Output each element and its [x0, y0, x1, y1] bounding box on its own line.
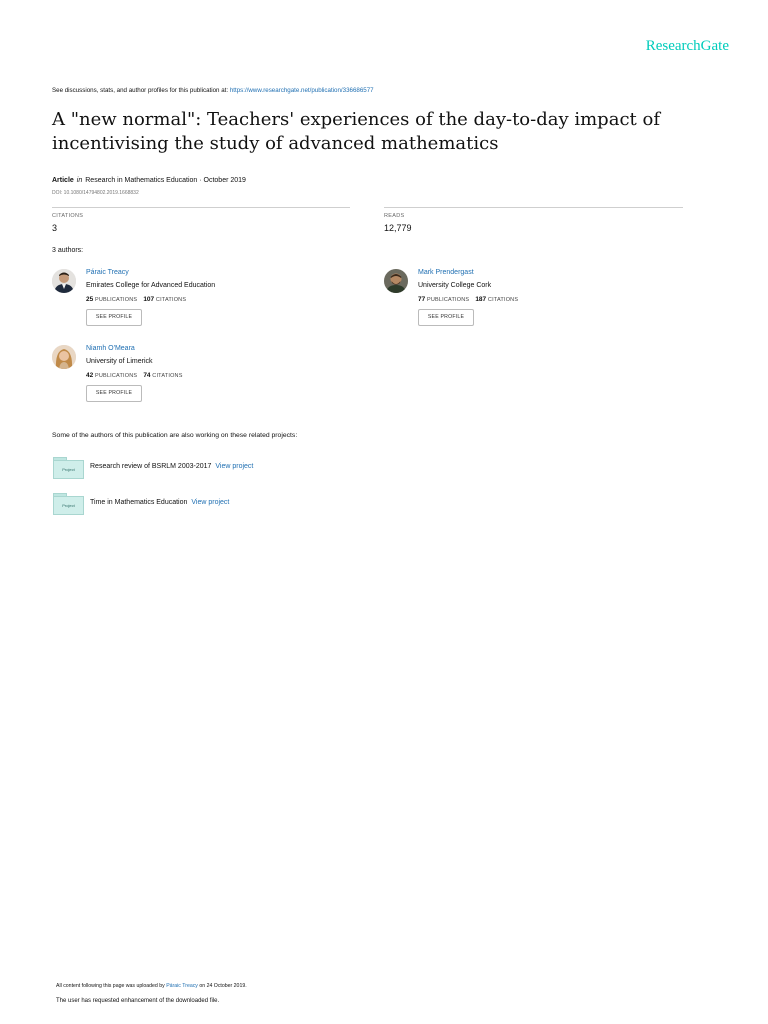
- paper-title: A "new normal": Teachers' experiences of the day-to-day impact of incentivising the study of advanced mathematics: [52, 109, 660, 154]
- citations-label: CITATIONS: [52, 213, 84, 219]
- article-type: Article: [52, 177, 74, 184]
- article-meta: [52, 177, 246, 184]
- publications-label: PUBLICATIONS: [426, 297, 470, 303]
- author-name-link[interactable]: Mark Prendergast: [418, 269, 474, 276]
- discussion-text: See discussions, stats, and author profiles for this publication at:: [52, 87, 229, 94]
- divider-reads: [384, 207, 683, 208]
- reads-label: READS: [384, 213, 405, 219]
- discussion-notice: [52, 87, 374, 94]
- citations-label: CITATIONS: [155, 297, 187, 303]
- author-card: [52, 345, 332, 415]
- citations-value: 3: [52, 223, 58, 233]
- author-name-link[interactable]: Páraic Treacy: [86, 269, 129, 276]
- author-stats: [86, 372, 183, 379]
- avatar[interactable]: [52, 345, 76, 369]
- uploader-link[interactable]: Páraic Treacy: [166, 983, 198, 989]
- project-folder-icon: [52, 493, 83, 515]
- project-icon-label: Project: [53, 496, 84, 515]
- article-in: in: [76, 177, 83, 184]
- project-title: Time in Mathematics Education: [90, 499, 188, 506]
- upload-suffix: on 24 October 2019.: [199, 983, 247, 989]
- upload-notice: [56, 983, 247, 989]
- author-institution: University College Cork: [418, 282, 492, 289]
- project-item: [52, 457, 452, 481]
- publications-count: 42: [86, 372, 94, 379]
- enhancement-note: The user has requested enhancement of the downloaded file.: [56, 998, 220, 1004]
- author-name-link[interactable]: Niamh O'Meara: [86, 345, 135, 352]
- publications-label: PUBLICATIONS: [94, 373, 138, 379]
- researchgate-logo[interactable]: ResearchGate: [645, 38, 729, 54]
- author-card: [52, 269, 332, 339]
- see-profile-button[interactable]: SEE PROFILE: [418, 309, 474, 326]
- journal-name: Research in Mathematics Education · October 2019: [85, 177, 246, 184]
- project-icon-label: Project: [53, 460, 84, 479]
- author-institution: University of Limerick: [86, 358, 153, 365]
- author-stats: [418, 296, 518, 303]
- project-item: [52, 493, 452, 517]
- author-institution: Emirates College for Advanced Education: [86, 282, 216, 289]
- project-folder-icon: [52, 457, 83, 479]
- upload-prefix: All content following this page was uploaded by: [56, 983, 165, 989]
- avatar[interactable]: [52, 269, 76, 293]
- publications-label: PUBLICATIONS: [94, 297, 138, 303]
- divider-citations: [52, 207, 350, 208]
- publications-count: 25: [86, 296, 94, 303]
- see-profile-button[interactable]: SEE PROFILE: [86, 309, 142, 326]
- citations-label: CITATIONS: [152, 373, 183, 379]
- citations-label: CITATIONS: [487, 297, 519, 303]
- author-card: [384, 269, 664, 339]
- project-title: Research review of BSRLM 2003-2017: [90, 463, 212, 470]
- citations-count: 107: [143, 296, 155, 303]
- view-project-link[interactable]: View project: [191, 499, 230, 506]
- avatar[interactable]: [384, 269, 408, 293]
- citations-count: 74: [143, 372, 151, 379]
- citations-count: 187: [475, 296, 487, 303]
- doi: DOI: 10.1080/14794802.2019.1668832: [52, 190, 139, 196]
- authors-heading: 3 authors:: [52, 247, 84, 254]
- reads-value: 12,779: [384, 223, 412, 233]
- author-stats: [86, 296, 186, 303]
- view-project-link[interactable]: View project: [215, 463, 254, 470]
- related-projects-heading: Some of the authors of this publication are also working on these related projects:: [52, 432, 298, 439]
- see-profile-button[interactable]: SEE PROFILE: [86, 385, 142, 402]
- publication-url-link[interactable]: https://www.researchgate.net/publication/336686577: [229, 87, 374, 94]
- publications-count: 77: [418, 296, 426, 303]
